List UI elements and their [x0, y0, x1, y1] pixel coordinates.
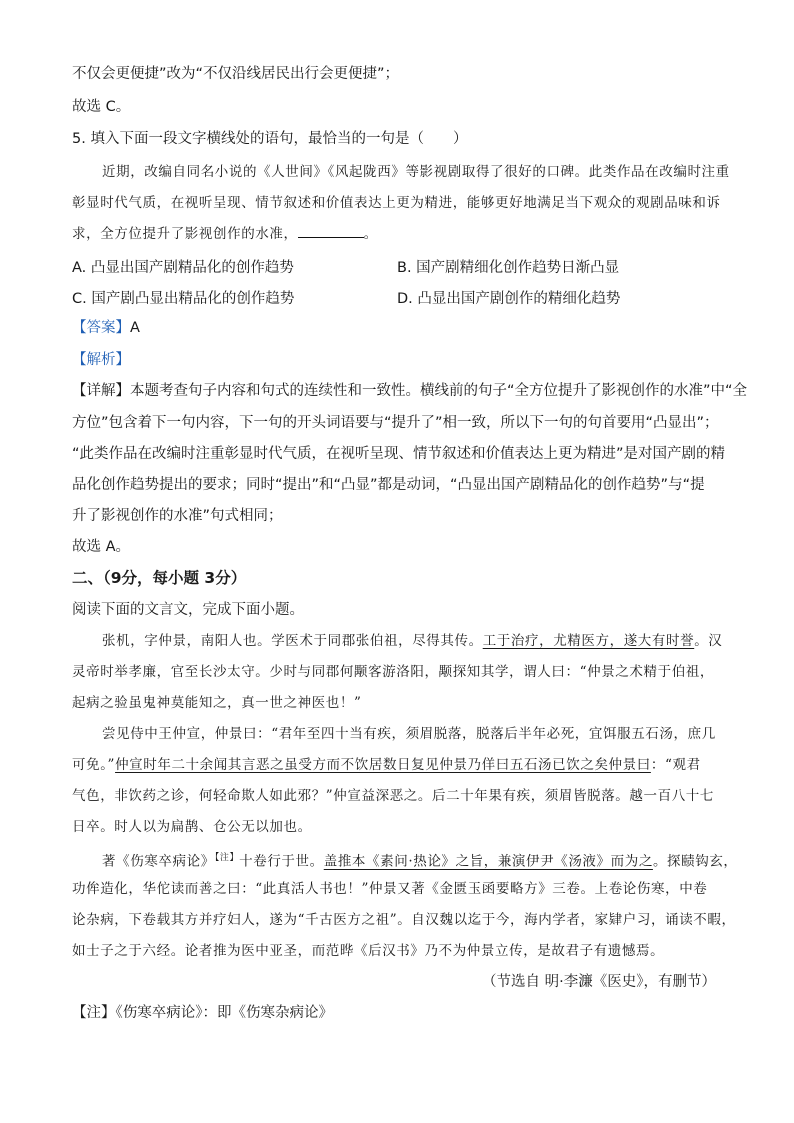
p1-text-a: 张机，字仲景，南阳人也。学医术于同郡张伯祖，尽得其传。 [102, 633, 483, 649]
answer-blank [298, 225, 364, 238]
section-2-instruction: 阅读下面的文言文，完成下面小题。 [72, 602, 304, 618]
prev-answer-line-1: 不仅会更便捷”改为“不仅沿线居民出行会更便捷”； [72, 66, 400, 82]
source-citation: （节选自 明·李濂《医史》，有删节） [482, 974, 716, 990]
note-text: 《伤寒卒病论》：即《伤寒杂病论》 [115, 1005, 333, 1021]
question-5-passage-line-2: 彰显时代气质，在视听呈现、情节叙述和价值表达上更为精进，能够更好地满足当下观众的观剧品味和诉 [72, 195, 721, 211]
classical-p2-line-1: 尝见侍中王仲宣，仲景曰：“君年至四十当有疾，须眉脱落，脱落后半年必死，宜饵服五石汤，庶几 [102, 726, 716, 742]
detail-line-5: 升了影视创作的水准”句式相同； [72, 508, 283, 524]
p1-text-b: 。汉 [694, 633, 723, 649]
classical-p1-line-3: 起病之验虽鬼神莫能知之，真一世之神医也！” [72, 695, 362, 711]
analysis-tag: 【解析】 [72, 352, 130, 368]
detail-line-3: “此类作品在改编时注重彰显时代气质，在视听呈现、情节叙述和价值表达上更为精进”是对国产剧的精 [72, 446, 726, 462]
option-b: B. 国产剧精细化创作趋势日渐凸显 [397, 260, 620, 276]
answer-line [72, 318, 140, 338]
classical-p3-line-3: 论杂病，下卷载其方并疗妇人，遂为“千古医方之祖”。自汉魏以迄于今，海内学者，家肄户习，诵读不暇， [72, 912, 736, 928]
detail-line-4: 品化创作趋势提出的要求；同时“提出”和“凸显”都是动词，“凸显出国产剧精品化的创作趋势”与“提 [72, 477, 705, 493]
classical-p1-line-2: 灵帝时举孝廉，官至长沙太守。少时与同郡何颙客游洛阳，颙探知其学，谓人曰：“仲景之术精于伯祖， [72, 664, 714, 680]
classical-p3-line-1 [102, 848, 738, 872]
classical-p3-line-4: 如士子之于六经。论者推为医中亚圣，而范晔《后汉书》乃不为仲景立传，是故君子有遗憾焉。 [72, 943, 665, 959]
passage-end-mark: 。 [363, 226, 378, 242]
p3-text-a: 著《伤寒卒病论》 [102, 853, 215, 870]
section-2-heading: 二、（9分，每小题 3分） [72, 569, 247, 587]
option-a: A. 凸显出国产剧精品化的创作趋势 [72, 260, 294, 276]
p3-note-marker: 【注】 [214, 853, 240, 863]
note-tag: 【注】 [72, 1005, 116, 1021]
classical-p3-line-2: 功侔造化，华佗读而善之曰：“此真活人书也！”仲景又著《金匮玉函要略方》三卷。上卷论伤寒，中卷 [72, 881, 708, 897]
question-5-passage-line-1: 近期，改编自同名小说的《人世间》《风起陇西》等影视剧取得了很好的口碑。此类作品在改编时注重 [102, 164, 730, 180]
detail-conclusion: 故选 A。 [72, 539, 131, 555]
p3-text-c: 。探赜钩玄， [652, 853, 738, 870]
p1-underlined: 工于治疗，尤精医方，遂大有时誉 [482, 633, 695, 649]
classical-p2-line-3: 气色，非饮药之诊，何轻命欺人如此邪？”仲宣益深恶之。后二十年果有疾，须眉皆脱落。越一百八十七 [72, 788, 714, 804]
option-c: C. 国产剧凸显出精品化的创作趋势 [72, 291, 295, 307]
question-5-passage-line-3 [72, 224, 378, 244]
classical-p2-line-4: 日卒。时人以为扁鹊、仓公无以加也。 [72, 819, 312, 835]
detail-line-2: 方位”包含着下一句内容，下一句的开头词语要与“提升了”相一致，所以下一句的句首要用“凸显出”； [72, 415, 719, 431]
p3-underlined: 盖推本《素问·热论》之旨，兼演伊尹《汤液》而为之 [323, 853, 653, 870]
detail-text-1: 本题考查句子内容和句式的连续性和一致性。横线前的句子“全方位提升了影视创作的水准”中“全 [130, 383, 748, 399]
p3-text-b: 十卷行于世。 [239, 853, 324, 870]
detail-tag: 【详解】 [72, 383, 130, 399]
question-5-stem: 5. 填入下面一段文字横线处的语句，最恰当的一句是（ ） [72, 131, 468, 147]
option-d: D. 凸显出国产剧创作的精细化趋势 [397, 291, 621, 307]
classical-p1-line-1 [102, 631, 722, 651]
p2-underlined-unpunctuated: 仲宣时年二十余闻其言恶之虽受方而不饮居数日复见仲景乃佯曰五石汤已饮之矣仲景曰 [115, 757, 651, 773]
prev-answer-conclusion: 故选 C。 [72, 99, 131, 115]
answer-tag: 【答案】 [72, 320, 130, 336]
annotation-note [72, 1003, 333, 1023]
classical-p2-line-2 [72, 755, 701, 775]
p2-text-b: ：“观君 [650, 757, 701, 773]
passage-line-3-text: 求，全方位提升了影视创作的水准， [72, 226, 298, 242]
detail-line-1 [72, 381, 747, 401]
answer-value: A [130, 320, 140, 336]
p2-text-a: 可免。” [72, 757, 116, 773]
